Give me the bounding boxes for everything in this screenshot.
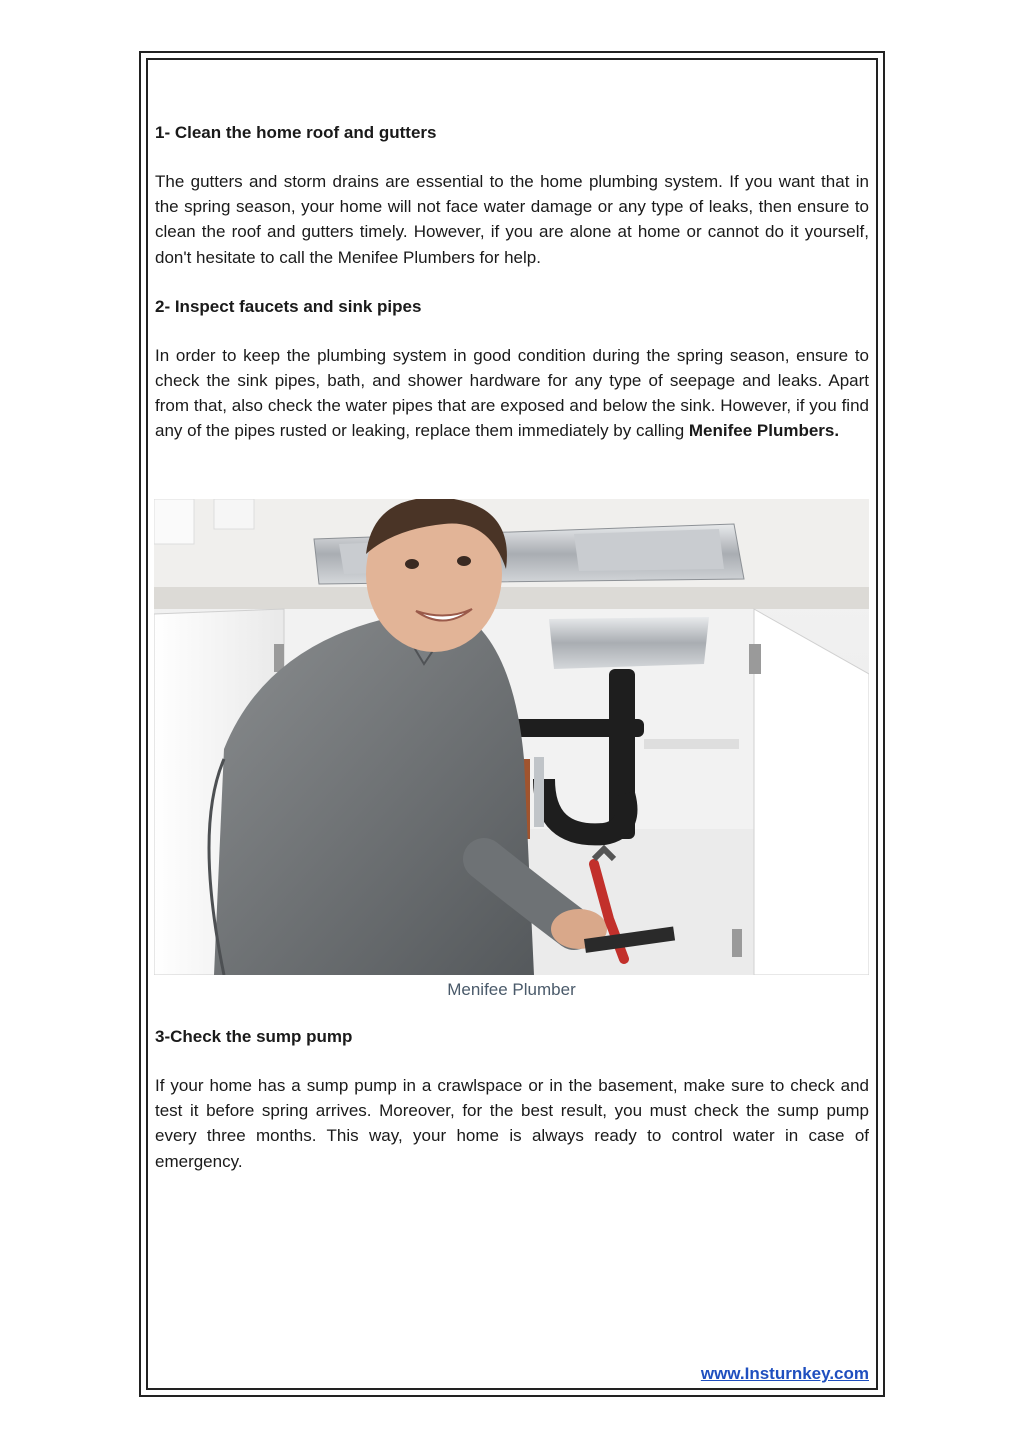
section-3 [155,1024,869,1174]
website-link[interactable]: www.Insturnkey.com [700,1364,869,1383]
section-3-heading: 3-Check the sump pump [155,1027,353,1046]
section-1-body: The gutters and storm drains are essential to the home plumbing system. If you want that in the spring season, your home will not face water damage or any type of leaks, then ensure to clean the roof and gutters timely. However, if you are alone at home or cannot do it yourself, don't hesitate to call the Menifee Plumbers for help. [155,172,869,267]
article-content [155,120,869,444]
image-caption: Menifee Plumber [447,980,576,999]
section-2-body-text: In order to keep the plumbing system in good condition during the spring season, ensure to check the sink pipes, bath, and shower hardware for any type of seepage and leaks. Apart from that, also check the water pipes that are exposed and below the sink. However, if you find any of the pipes rusted or leaking, replace them immediately by calling [155,345,869,441]
section-3-body: If your home has a sump pump in a crawlspace or in the basement, make sure to check and test it before spring arrives. Moreover, for the best result, you must check the sump pump every three months. This way, your home is always ready to control water in case of emergency. [155,1076,869,1171]
section-2-heading: 2- Inspect faucets and sink pipes [155,296,422,316]
section-2-body [155,343,869,444]
section-1-heading: 1- Clean the home roof and gutters [155,123,437,142]
plumber-photo [154,499,869,975]
section-2-body-bold: Menifee Plumbers. [688,421,840,441]
